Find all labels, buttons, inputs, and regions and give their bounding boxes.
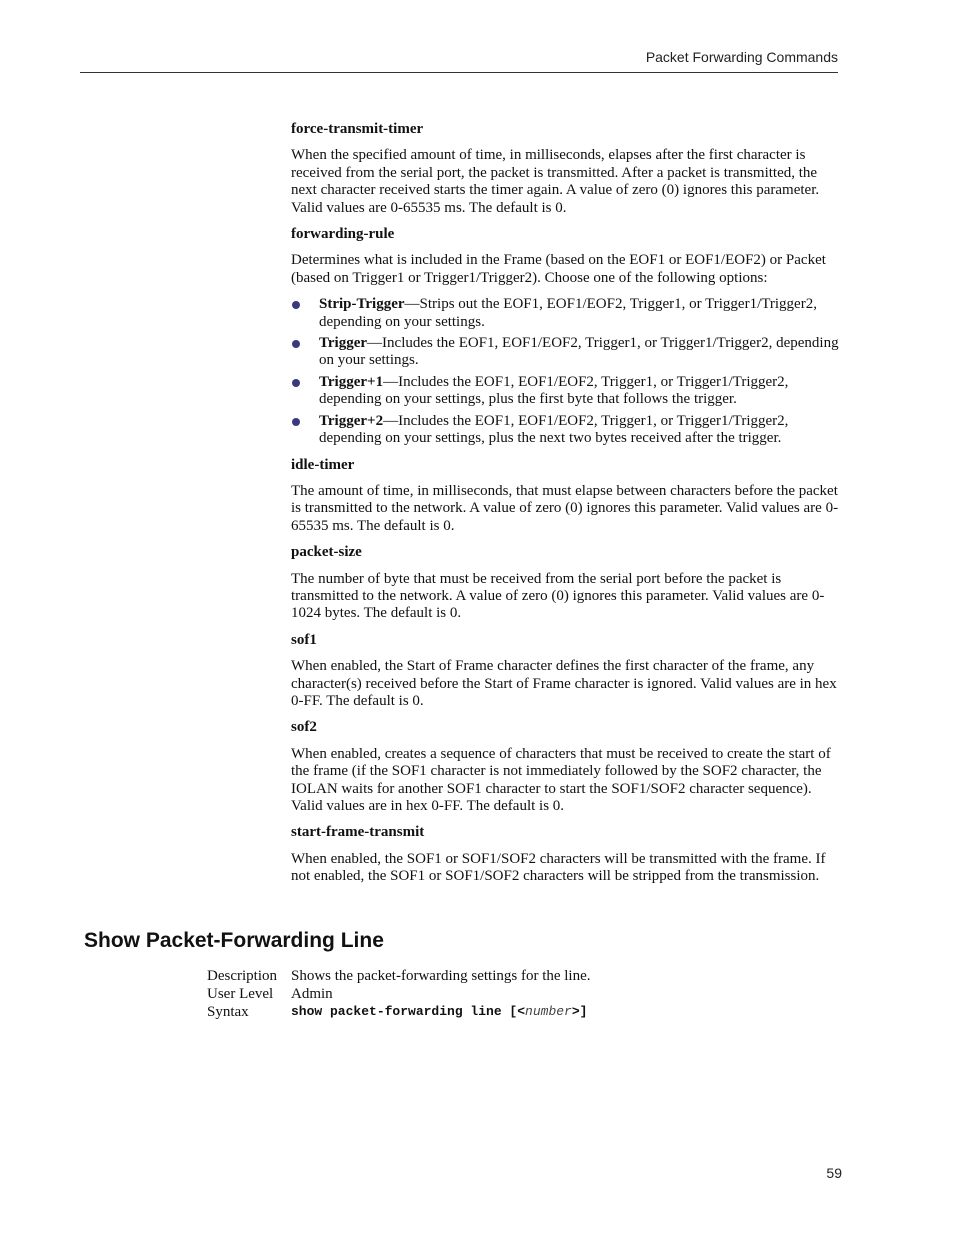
syntax-label: Syntax — [207, 1004, 249, 1020]
option-name: Trigger+2 — [319, 412, 384, 429]
user-level-row — [207, 985, 591, 1003]
description-value: Shows the packet-forwarding settings for the line. — [291, 968, 591, 984]
param-desc-start-frame-transmit: When enabled, the SOF1 or SOF1/SOF2 characters will be transmitted with the frame. If not enabled, the SOF1 or SOF1/SOF2 characters will be stripped from the transmission. — [291, 850, 826, 885]
param-term-forwarding-rule: forwarding-rule — [291, 226, 395, 243]
option-text: —Includes the EOF1, EOF1/EOF2, Trigger1, or Trigger1/Trigger2, depending on your settings. — [319, 335, 839, 369]
param-term-idle-timer: idle-timer — [291, 456, 355, 473]
param-term-packet-size: packet-size — [291, 544, 362, 561]
option-text: —Includes the EOF1, EOF1/EOF2, Trigger1, or Trigger1/Trigger2, depending on your settings, plus the next two bytes received after the trigger. — [319, 412, 789, 447]
option-text: —Strips out the EOF1, EOF1/EOF2, Trigger1, or Trigger1/Trigger2, depending on your settings. — [319, 296, 817, 330]
bullet-icon — [292, 418, 300, 426]
param-desc-sof2: When enabled, creates a sequence of characters that must be received to create the start of the frame (if the SOF1 character is not immediately followed by the SOF2 character, the IOLAN waits for another SOF1 character to start the SOF1/SOF2 character sequence). Valid values are in hex 0-FF. The default is 0. — [291, 745, 831, 814]
param-term-sof2: sof2 — [291, 719, 317, 736]
param-term-start-frame-transmit: start-frame-transmit — [291, 824, 425, 841]
forwarding-options-list — [291, 296, 841, 447]
option-name: Trigger+1 — [319, 373, 384, 390]
list-item — [291, 335, 841, 370]
command-info-table — [207, 967, 591, 1021]
bullet-icon — [292, 301, 300, 309]
syntax-argument: number — [525, 1004, 572, 1019]
param-desc-packet-size: The number of byte that must be received from the serial port before the packet is transmitted to the network. A value of zero (0) ignores this parameter. Valid values are 0-1024 bytes. The default is 0. — [291, 570, 825, 622]
list-item — [291, 413, 841, 448]
user-level-value: Admin — [291, 986, 333, 1002]
description-label: Description — [207, 968, 277, 984]
parameter-list — [291, 121, 841, 895]
section-title: Show Packet-Forwarding Line — [84, 929, 384, 952]
bullet-icon — [292, 340, 300, 348]
page-header-title: Packet Forwarding Commands — [645, 49, 838, 65]
bullet-icon — [292, 379, 300, 387]
param-term-force-transmit-timer: force-transmit-timer — [291, 121, 424, 137]
user-level-label: User Level — [207, 986, 274, 1002]
syntax-command — [291, 1003, 587, 1021]
list-item — [291, 374, 841, 409]
header-rule — [80, 72, 838, 73]
syntax-row — [207, 1003, 591, 1021]
param-term-sof1: sof1 — [291, 631, 317, 648]
syntax-command-text: show packet-forwarding line [< — [291, 1004, 526, 1019]
option-text: —Includes the EOF1, EOF1/EOF2, Trigger1, or Trigger1/Trigger2, depending on your settings, plus the first byte that follows the trigger. — [319, 373, 789, 408]
syntax-command-end: >] — [571, 1004, 588, 1019]
option-name: Trigger — [319, 335, 368, 352]
param-desc-force-transmit-timer: When the specified amount of time, in milliseconds, elapses after the first character is received from the serial port, the packet is transmitted. After a packet is transmitted, the next character received starts the timer again. A value of zero (0) ignores this parameter. Valid values are 0-65535 ms. The default is 0. — [291, 147, 820, 216]
option-name: Strip-Trigger — [319, 296, 405, 313]
param-desc-sof1: When enabled, the Start of Frame character defines the first character of the frame, any character(s) received before the Start of Frame character is ignored. Valid values are in hex 0-FF. The default is 0. — [291, 658, 837, 709]
param-desc-idle-timer: The amount of time, in milliseconds, that must elapse between characters before the packet is transmitted to the network. A value of zero (0) ignores this parameter. Valid values are 0-65535 ms. The default is 0. — [291, 482, 839, 534]
description-row — [207, 967, 591, 985]
param-desc-forwarding-rule: Determines what is included in the Frame (based on the EOF1 or EOF1/EOF2) or Packet (based on Trigger1 or Trigger1/Trigger2). Choose one of the following options: — [291, 252, 826, 286]
list-item — [291, 296, 841, 331]
page-number: 59 — [826, 1165, 842, 1181]
